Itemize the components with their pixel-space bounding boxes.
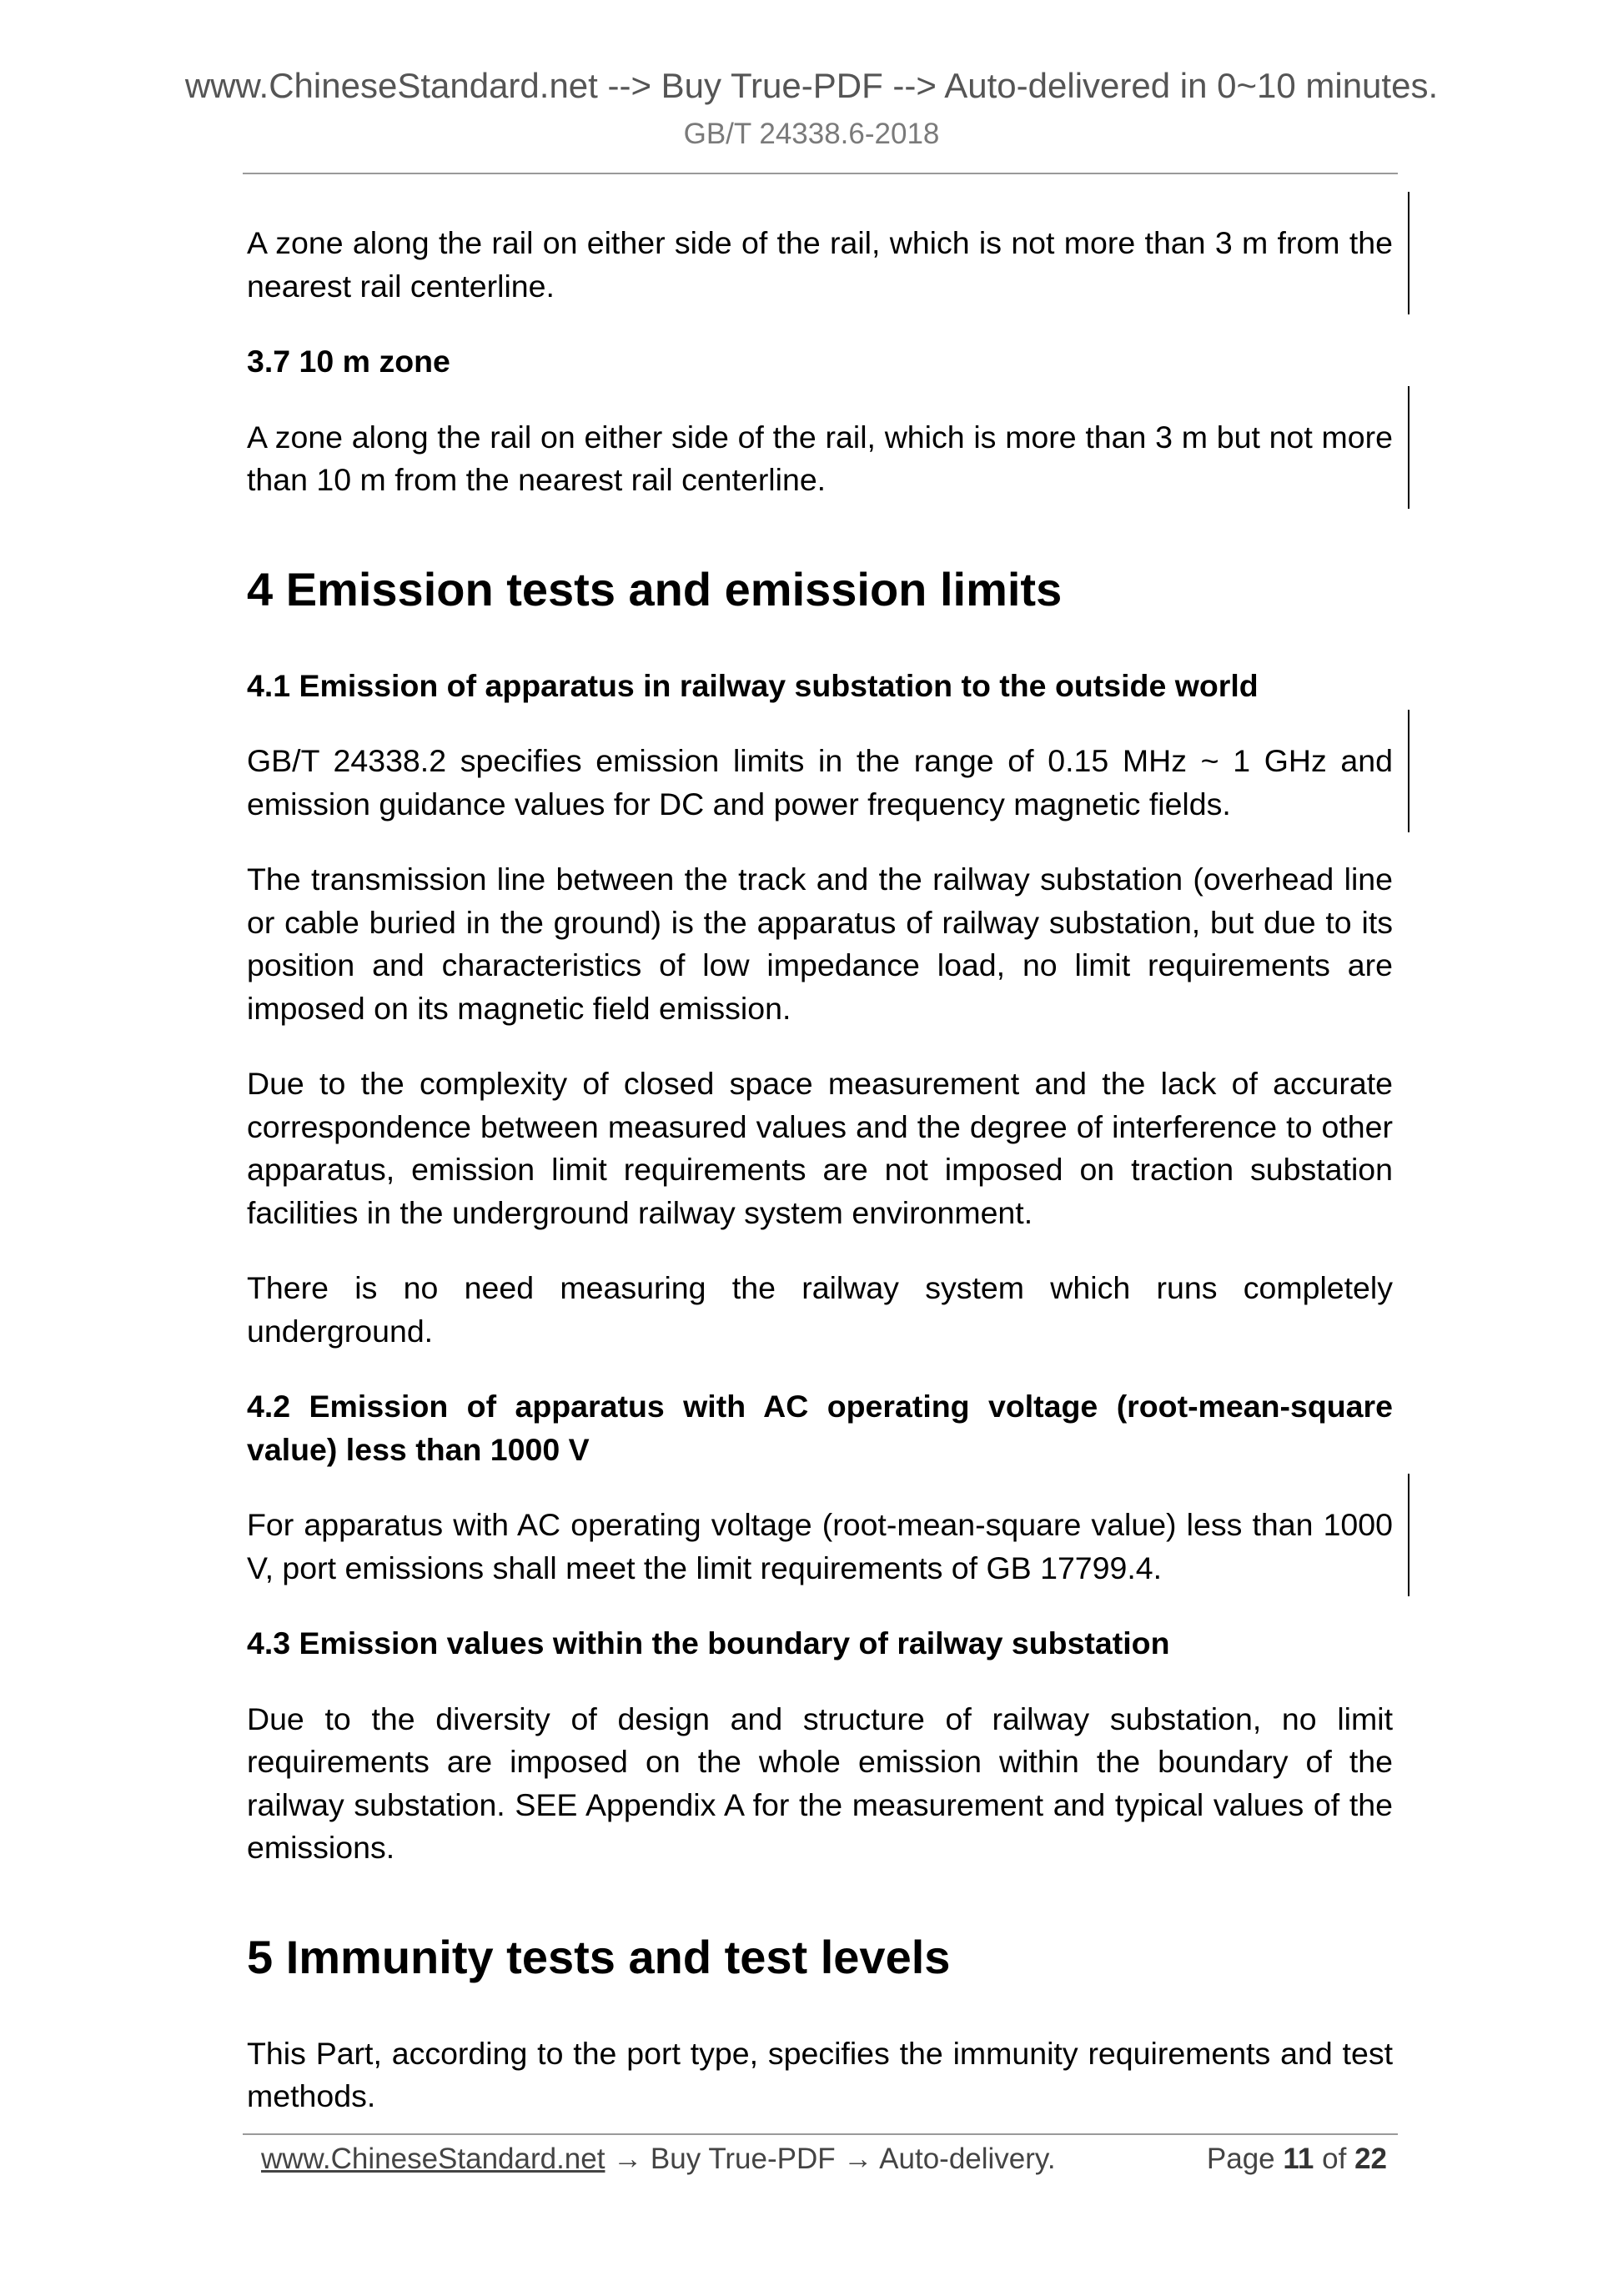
paragraph-4-2: For apparatus with AC operating voltage (root-mean-square value) less than 1000 V, port emissions shall meet the limit requirements of GB 17799.4. <box>247 1504 1393 1590</box>
footer-tagline: → Buy True-PDF → Auto-delivery. <box>605 2143 1056 2175</box>
paragraph-4-1-closed-space: Due to the complexity of closed space measurement and the lack of accurate correspondence between measured values and the degree of interference to other apparatus, emission limit requirements are not imposed on traction substation facilities in the underground railway system environment. <box>247 1066 1393 1230</box>
paragraph-5: This Part, according to the port type, specifies the immunity requirements and test methods. <box>247 2035 1393 2113</box>
footer-website-link[interactable]: www.ChineseStandard.net <box>261 2143 605 2175</box>
heading-3-7: 3.7 10 m zone <box>247 344 450 379</box>
header-divider <box>243 173 1398 174</box>
page-body <box>247 222 1393 2151</box>
of-label: of <box>1322 2143 1347 2175</box>
footer-divider <box>243 2133 1398 2135</box>
paragraph-4-3: Due to the diversity of design and structure of railway substation, no limit requirements are imposed on the whole emission within the boundary of the railway substation. SEE Appendix A for the measurement and typical values of the emissions. <box>247 1701 1393 1865</box>
top-banner: www.ChineseStandard.net --> Buy True-PDF --> Auto-delivered in 0~10 minutes. <box>184 66 1439 105</box>
paragraph-3m-zone-definition: A zone along the rail on either side of the rail, which is not more than 3 m from the nearest rail centerline. <box>247 222 1393 308</box>
paragraph-4-1-transmission-line: The transmission line between the track and the railway substation (overhead line or cable buried in the ground) is the apparatus of railway substation, but due to its position and characteristics of low impedance load, no limit requirements are imposed on its magnetic field emission. <box>247 862 1393 1026</box>
page-number: 11 <box>1283 2143 1314 2175</box>
heading-4-2: 4.2 Emission of apparatus with AC operating voltage (root-mean-square value) less than 1000 V <box>247 1389 1393 1467</box>
page-indicator <box>1207 2141 1387 2178</box>
page-footer <box>261 2141 1387 2178</box>
paragraph-4-1-underground: There is no need measuring the railway system which runs completely underground. <box>247 1270 1393 1349</box>
page-total: 22 <box>1354 2143 1387 2175</box>
paragraph-10m-zone-definition: A zone along the rail on either side of the rail, which is more than 3 m but not more than 10 m from the nearest rail centerline. <box>247 416 1393 502</box>
heading-4-3: 4.3 Emission values within the boundary of railway substation <box>247 1625 1170 1660</box>
paragraph-4-1-limits: GB/T 24338.2 specifies emission limits in the range of 0.15 MHz ~ 1 GHz and emission guidance values for DC and power frequency magnetic fields. <box>247 740 1393 826</box>
heading-section-5: 5 Immunity tests and test levels <box>247 1930 951 1983</box>
document-code: GB/T 24338.6-2018 <box>683 118 940 150</box>
page-label: Page <box>1206 2143 1275 2175</box>
heading-4-1: 4.1 Emission of apparatus in railway substation to the outside world <box>247 667 1259 703</box>
heading-section-4: 4 Emission tests and emission limits <box>247 562 1063 615</box>
